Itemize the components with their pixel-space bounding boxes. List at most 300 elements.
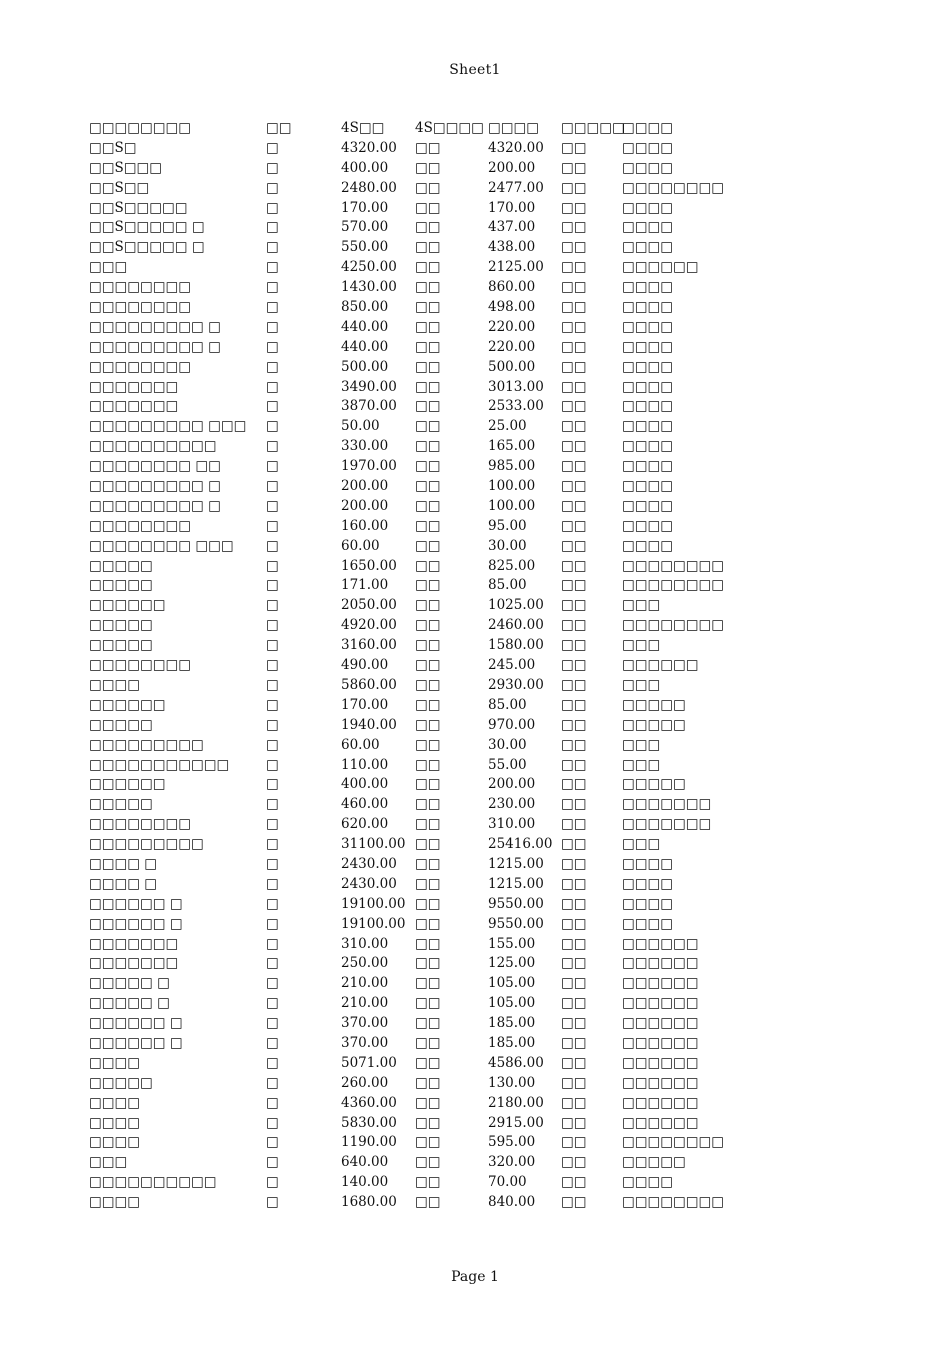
cell-unit: □	[266, 836, 279, 853]
cell-price-4s: 370.00	[341, 1034, 389, 1051]
cell-item-name: □□□□	[89, 676, 141, 693]
cell-source-4s: □□	[415, 1094, 441, 1111]
cell-item-name: □□□□□□ □	[89, 915, 183, 932]
cell-price: 3013.00	[488, 378, 544, 395]
cell-price-4s: 200.00	[341, 497, 389, 514]
cell-source-4s: □□	[415, 1114, 441, 1131]
cell-source-4s: □□	[415, 1174, 441, 1191]
cell-source-4s: □□	[415, 219, 441, 236]
cell-price: 595.00	[488, 1134, 536, 1151]
cell-unit: □	[266, 995, 279, 1012]
cell-source: □□	[561, 776, 587, 793]
cell-price: 1215.00	[488, 855, 544, 872]
cell-source-4s: □□	[415, 458, 441, 475]
cell-item-name: □□S□	[89, 139, 137, 156]
cell-price: 30.00	[488, 736, 527, 753]
cell-price-4s: 171.00	[341, 577, 389, 594]
cell-price-4s: 2430.00	[341, 875, 397, 892]
cell-price: 220.00	[488, 318, 536, 335]
cell-price: 155.00	[488, 935, 536, 952]
cell-source-4s: □□	[415, 895, 441, 912]
cell-item-name: □□□□□□□□	[89, 816, 192, 833]
cell-remark: □□□□	[622, 915, 674, 932]
cell-unit: □	[266, 1114, 279, 1131]
cell-price: 9550.00	[488, 915, 544, 932]
cell-price-4s: 140.00	[341, 1174, 389, 1191]
cell-source-4s: □□	[415, 657, 441, 674]
cell-unit: □	[266, 318, 279, 335]
cell-price-4s: 260.00	[341, 1074, 389, 1091]
cell-price: 55.00	[488, 756, 527, 773]
cell-item-name: □□□□ □	[89, 875, 158, 892]
cell-source: □□	[561, 736, 587, 753]
cell-price-4s: 170.00	[341, 199, 389, 216]
cell-source-4s: □□	[415, 1074, 441, 1091]
cell-price: 2930.00	[488, 676, 544, 693]
cell-unit: □	[266, 855, 279, 872]
cell-unit: □	[266, 1194, 279, 1211]
cell-source: □□	[561, 1174, 587, 1191]
cell-remark: □□□□□□□□	[622, 557, 725, 574]
cell-remark: □□□□	[622, 875, 674, 892]
cell-source-4s: □□	[415, 418, 441, 435]
cell-source-4s: □□	[415, 239, 441, 256]
cell-price: 95.00	[488, 517, 527, 534]
cell-source: □□	[561, 517, 587, 534]
cell-price: 9550.00	[488, 895, 544, 912]
cell-source-4s: □□	[415, 736, 441, 753]
cell-source-4s: □□	[415, 1054, 441, 1071]
cell-unit: □	[266, 1015, 279, 1032]
cell-remark: □□□□	[622, 855, 674, 872]
cell-remark: □□□□	[622, 418, 674, 435]
cell-item-name: □□□□□	[89, 796, 153, 813]
cell-price-4s: 4250.00	[341, 259, 397, 276]
cell-price: 85.00	[488, 696, 527, 713]
cell-source: □□	[561, 855, 587, 872]
cell-price: 2915.00	[488, 1114, 544, 1131]
cell-item-name: □□□□□□□□	[89, 120, 192, 136]
cell-price: 1025.00	[488, 597, 544, 614]
cell-source-4s: □□	[415, 199, 441, 216]
cell-price: 2477.00	[488, 179, 544, 196]
cell-remark: □□□□	[622, 299, 674, 316]
cell-remark: □□□□	[622, 895, 674, 912]
cell-remark: □□□□□	[622, 716, 686, 733]
cell-source: □□	[561, 159, 587, 176]
cell-price: 125.00	[488, 955, 536, 972]
cell-item-name: □□□□□	[89, 617, 153, 634]
cell-source: □□	[561, 895, 587, 912]
cell-source-4s: □□	[415, 139, 441, 156]
cell-item-name: □□□□□□□□	[89, 279, 192, 296]
cell-price: 200.00	[488, 159, 536, 176]
cell-price: 4320.00	[488, 139, 544, 156]
cell-unit: □	[266, 875, 279, 892]
cell-remark: □□□□	[622, 199, 674, 216]
cell-unit: □	[266, 458, 279, 475]
cell-remark: □□□□□	[622, 1154, 686, 1171]
cell-price-4s: 31100.00	[341, 836, 406, 853]
cell-source-4s: □□	[415, 577, 441, 594]
cell-source-4s: □□	[415, 179, 441, 196]
cell-source-4s: □□	[415, 836, 441, 853]
cell-item-name: □□□□	[89, 1054, 141, 1071]
cell-price: 170.00	[488, 199, 536, 216]
cell-source-4s: □□	[415, 557, 441, 574]
cell-unit: □	[266, 1094, 279, 1111]
cell-price: 100.00	[488, 497, 536, 514]
cell-source: □□	[561, 1015, 587, 1032]
cell-source: □□	[561, 438, 587, 455]
cell-price: □□□□	[488, 120, 540, 136]
cell-unit: □	[266, 955, 279, 972]
cell-unit: □	[266, 478, 279, 495]
cell-item-name: □□□□□□□□□□□	[89, 756, 230, 773]
cell-item-name: □□□□□ □	[89, 975, 170, 992]
cell-source: □□	[561, 1134, 587, 1151]
cell-source: □□	[561, 1094, 587, 1111]
cell-unit: □	[266, 497, 279, 514]
cell-unit: □	[266, 895, 279, 912]
cell-source-4s: □□	[415, 716, 441, 733]
cell-price: 30.00	[488, 537, 527, 554]
cell-item-name: □□S□□□	[89, 159, 163, 176]
cell-item-name: □□□□	[89, 1134, 141, 1151]
cell-source-4s: □□	[415, 358, 441, 375]
cell-price-4s: 4320.00	[341, 139, 397, 156]
cell-remark: □□□	[622, 836, 661, 853]
cell-price: 230.00	[488, 796, 536, 813]
cell-price: 2460.00	[488, 617, 544, 634]
cell-source: □□	[561, 239, 587, 256]
cell-price-4s: 370.00	[341, 1015, 389, 1032]
cell-price: 500.00	[488, 358, 536, 375]
cell-source-4s: □□	[415, 776, 441, 793]
cell-item-name: □□S□□□□□ □	[89, 219, 205, 236]
cell-source-4s: □□	[415, 915, 441, 932]
cell-remark: □□□□□□□□	[622, 577, 725, 594]
cell-price-4s: 460.00	[341, 796, 389, 813]
cell-unit: □	[266, 179, 279, 196]
cell-price-4s: 170.00	[341, 696, 389, 713]
cell-source-4s: □□	[415, 438, 441, 455]
cell-unit: □	[266, 776, 279, 793]
cell-remark: □□□□	[622, 318, 674, 335]
cell-unit: □	[266, 637, 279, 654]
cell-price: 185.00	[488, 1034, 536, 1051]
cell-item-name: □□□□□□□	[89, 955, 179, 972]
cell-unit: □	[266, 1034, 279, 1051]
cell-price: 310.00	[488, 816, 536, 833]
cell-price: 985.00	[488, 458, 536, 475]
cell-unit: □	[266, 219, 279, 236]
cell-item-name: □□□□□□□□□	[89, 736, 204, 753]
cell-remark: □□□□□□□□	[622, 1134, 725, 1151]
cell-price-4s: 1680.00	[341, 1194, 397, 1211]
cell-source: □□	[561, 875, 587, 892]
cell-item-name: □□□□□	[89, 577, 153, 594]
cell-source-4s: □□	[415, 259, 441, 276]
cell-source-4s: □□	[415, 756, 441, 773]
cell-item-name: □□□□	[89, 1094, 141, 1111]
cell-source-4s: □□	[415, 796, 441, 813]
cell-price: 1580.00	[488, 637, 544, 654]
cell-remark: □□□□□□	[622, 1015, 699, 1032]
cell-source: □□□□□	[561, 120, 625, 136]
cell-price-4s: 1940.00	[341, 716, 397, 733]
cell-price-4s: 110.00	[341, 756, 389, 773]
cell-unit: □	[266, 657, 279, 674]
cell-price-4s: 400.00	[341, 776, 389, 793]
cell-unit: □	[266, 557, 279, 574]
cell-remark: □□□□□□□□	[622, 179, 725, 196]
cell-remark: □□□□	[622, 398, 674, 415]
cell-price-4s: 4920.00	[341, 617, 397, 634]
cell-price: 860.00	[488, 279, 536, 296]
cell-source: □□	[561, 637, 587, 654]
cell-source-4s: □□	[415, 1194, 441, 1211]
cell-item-name: □□□□□	[89, 557, 153, 574]
cell-remark: □□□□□□	[622, 1074, 699, 1091]
cell-source-4s: □□	[415, 1134, 441, 1151]
cell-remark: □□□□	[622, 478, 674, 495]
cell-remark: □□□□□	[622, 696, 686, 713]
cell-item-name: □□□□□□□□□ □	[89, 338, 221, 355]
cell-source-4s: □□	[415, 995, 441, 1012]
cell-source-4s: □□	[415, 497, 441, 514]
cell-unit: □	[266, 915, 279, 932]
cell-price-4s: 640.00	[341, 1154, 389, 1171]
cell-remark: □□□□□□□□	[622, 1194, 725, 1211]
cell-remark: □□□□	[622, 438, 674, 455]
cell-item-name: □□□□□□ □	[89, 895, 183, 912]
cell-source: □□	[561, 676, 587, 693]
cell-source: □□	[561, 1034, 587, 1051]
cell-price-4s: 160.00	[341, 517, 389, 534]
cell-item-name: □□S□□□□□	[89, 199, 188, 216]
cell-source-4s: □□	[415, 855, 441, 872]
cell-price-4s: 200.00	[341, 478, 389, 495]
cell-remark: □□□□□□	[622, 1054, 699, 1071]
cell-source: □□	[561, 358, 587, 375]
cell-item-name: □□□□□□□□□□	[89, 438, 217, 455]
cell-item-name: □□□□□□□□ □□	[89, 458, 221, 475]
cell-source-4s: □□	[415, 1034, 441, 1051]
cell-unit: □	[266, 398, 279, 415]
cell-price-4s: 2430.00	[341, 855, 397, 872]
cell-item-name: □□□□□□□□	[89, 657, 192, 674]
cell-source-4s: □□	[415, 935, 441, 952]
cell-source: □□	[561, 796, 587, 813]
cell-source: □□	[561, 995, 587, 1012]
cell-price: 185.00	[488, 1015, 536, 1032]
cell-source: □□	[561, 1194, 587, 1211]
cell-price: 498.00	[488, 299, 536, 316]
cell-unit: □	[266, 935, 279, 952]
cell-unit: □	[266, 597, 279, 614]
cell-source: □□	[561, 915, 587, 932]
cell-unit: □	[266, 1074, 279, 1091]
cell-remark: □□□□□□	[622, 1114, 699, 1131]
cell-price: 85.00	[488, 577, 527, 594]
cell-source-4s: □□	[415, 1154, 441, 1171]
cell-price: 2180.00	[488, 1094, 544, 1111]
page-number: Page 1	[451, 1269, 499, 1285]
cell-source-4s: □□	[415, 338, 441, 355]
cell-unit: □	[266, 756, 279, 773]
cell-price: 100.00	[488, 478, 536, 495]
cell-item-name: □□□□□□□□□ □	[89, 478, 221, 495]
cell-source: □□	[561, 179, 587, 196]
cell-remark: □□□□□□	[622, 955, 699, 972]
cell-remark: □□□□	[622, 497, 674, 514]
cell-unit: □	[266, 696, 279, 713]
cell-source: □□	[561, 1154, 587, 1171]
cell-source: □□	[561, 756, 587, 773]
cell-unit: □	[266, 358, 279, 375]
cell-remark: □□□□□□	[622, 975, 699, 992]
cell-source-4s: □□	[415, 816, 441, 833]
cell-source: □□	[561, 557, 587, 574]
cell-item-name: □□S□□□□□ □	[89, 239, 205, 256]
cell-unit: □	[266, 736, 279, 753]
cell-remark: □□□□	[622, 219, 674, 236]
cell-price-4s: 850.00	[341, 299, 389, 316]
cell-price: 200.00	[488, 776, 536, 793]
cell-remark: □□□□□□□	[622, 816, 712, 833]
cell-source-4s: □□	[415, 279, 441, 296]
cell-remark: □□□□	[622, 517, 674, 534]
cell-item-name: □□□□□ □	[89, 995, 170, 1012]
cell-unit: □	[266, 159, 279, 176]
cell-item-name: □□□□□	[89, 716, 153, 733]
cell-unit: □	[266, 279, 279, 296]
cell-price-4s: 60.00	[341, 537, 380, 554]
cell-unit: □	[266, 537, 279, 554]
cell-item-name: □□□	[89, 259, 128, 276]
cell-price-4s: 3870.00	[341, 398, 397, 415]
cell-price-4s: 620.00	[341, 816, 389, 833]
cell-remark: □□□□	[622, 120, 674, 136]
cell-price: 1215.00	[488, 875, 544, 892]
cell-unit: □	[266, 975, 279, 992]
cell-source-4s: □□	[415, 398, 441, 415]
cell-remark: □□□	[622, 597, 661, 614]
cell-source-4s: □□	[415, 617, 441, 634]
cell-item-name: □□□□□□□□□□	[89, 1174, 217, 1191]
cell-source-4s: □□	[415, 955, 441, 972]
cell-price-4s: 490.00	[341, 657, 389, 674]
cell-price-4s: 1190.00	[341, 1134, 397, 1151]
cell-remark: □□□□	[622, 159, 674, 176]
cell-item-name: □□□□□□□□	[89, 299, 192, 316]
cell-source: □□	[561, 1114, 587, 1131]
cell-price-4s: 570.00	[341, 219, 389, 236]
cell-item-name: □□□□□□□□ □□□	[89, 537, 234, 554]
cell-source-4s: □□	[415, 975, 441, 992]
cell-source-4s: □□	[415, 517, 441, 534]
cell-source: □□	[561, 1074, 587, 1091]
cell-source: □□	[561, 139, 587, 156]
cell-price-4s: 250.00	[341, 955, 389, 972]
cell-remark: □□□□□□	[622, 1034, 699, 1051]
cell-price-4s: 310.00	[341, 935, 389, 952]
cell-unit: □	[266, 1174, 279, 1191]
cell-unit: □	[266, 796, 279, 813]
cell-item-name: □□□□□□□□□ □	[89, 318, 221, 335]
cell-remark: □□□□	[622, 458, 674, 475]
cell-price: 437.00	[488, 219, 536, 236]
cell-price: 2125.00	[488, 259, 544, 276]
cell-remark: □□□□□□	[622, 657, 699, 674]
cell-price: 165.00	[488, 438, 536, 455]
cell-price-4s: 4S□□	[341, 120, 385, 136]
cell-source: □□	[561, 219, 587, 236]
cell-price-4s: 330.00	[341, 438, 389, 455]
cell-source-4s: □□	[415, 637, 441, 654]
cell-source: □□	[561, 299, 587, 316]
cell-source: □□	[561, 617, 587, 634]
cell-remark: □□□	[622, 756, 661, 773]
cell-price: 105.00	[488, 995, 536, 1012]
cell-price-4s: 4360.00	[341, 1094, 397, 1111]
cell-unit: □	[266, 1134, 279, 1151]
cell-unit: □	[266, 716, 279, 733]
cell-remark: □□□□□□	[622, 995, 699, 1012]
cell-remark: □□□□	[622, 239, 674, 256]
cell-item-name: □□□□□□ □	[89, 1015, 183, 1032]
cell-price-4s: 440.00	[341, 338, 389, 355]
cell-price-4s: 210.00	[341, 995, 389, 1012]
cell-source-4s: □□	[415, 478, 441, 495]
cell-source: □□	[561, 418, 587, 435]
cell-price: 245.00	[488, 657, 536, 674]
cell-source: □□	[561, 816, 587, 833]
cell-source: □□	[561, 955, 587, 972]
cell-remark: □□□□	[622, 378, 674, 395]
cell-source-4s: □□	[415, 1015, 441, 1032]
cell-item-name: □□□□□□□□□ □	[89, 497, 221, 514]
cell-price-4s: 5071.00	[341, 1054, 397, 1071]
cell-remark: □□□	[622, 736, 661, 753]
cell-remark: □□□	[622, 637, 661, 654]
cell-price: 825.00	[488, 557, 536, 574]
cell-source: □□	[561, 458, 587, 475]
cell-item-name: □□□□□	[89, 1074, 153, 1091]
cell-price-4s: 1650.00	[341, 557, 397, 574]
cell-price-4s: 2480.00	[341, 179, 397, 196]
cell-price-4s: 3160.00	[341, 637, 397, 654]
cell-price-4s: 500.00	[341, 358, 389, 375]
cell-price: 2533.00	[488, 398, 544, 415]
cell-unit: □	[266, 239, 279, 256]
cell-item-name: □□□	[89, 1154, 128, 1171]
cell-source: □□	[561, 318, 587, 335]
cell-price: 840.00	[488, 1194, 536, 1211]
cell-price-4s: 440.00	[341, 318, 389, 335]
cell-item-name: □□S□□	[89, 179, 150, 196]
cell-unit: □	[266, 139, 279, 156]
cell-item-name: □□□□□□□□	[89, 517, 192, 534]
cell-item-name: □□□□□□□□	[89, 358, 192, 375]
cell-unit: □	[266, 816, 279, 833]
cell-remark: □□□□□□	[622, 935, 699, 952]
cell-source-4s: □□	[415, 537, 441, 554]
cell-unit: □	[266, 517, 279, 534]
cell-source: □□	[561, 199, 587, 216]
cell-unit: □	[266, 259, 279, 276]
